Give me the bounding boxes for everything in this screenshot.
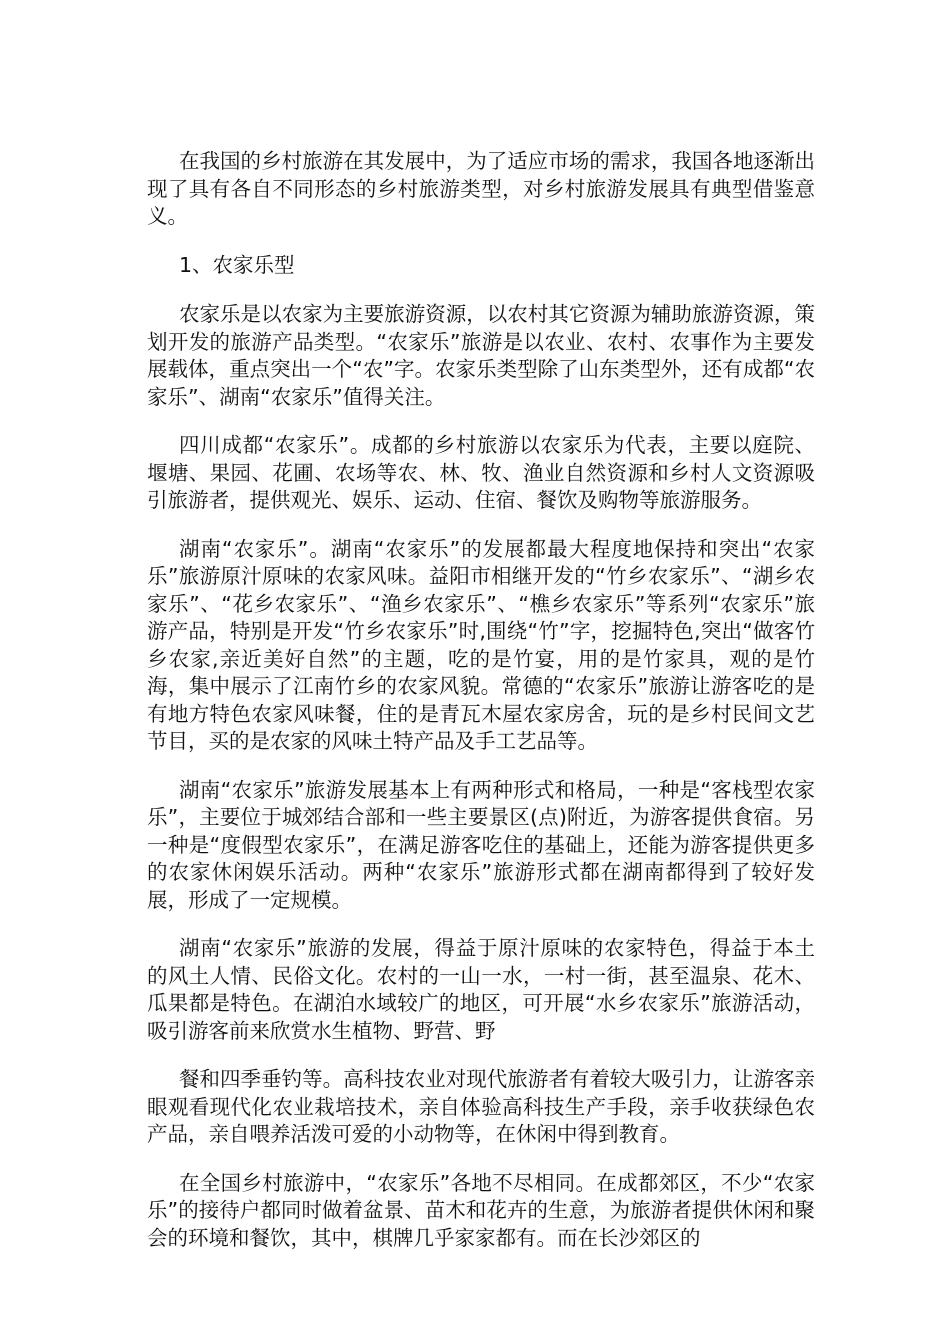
paragraph-nongjiale-definition: 农家乐是以农家为主要旅游资源，以农村其它资源为辅助旅游资源，策划开发的旅游产品类型。“农家乐”旅游是以农业、农村、农事作为主要发展载体，重点突出一个“农”字。农家乐类型除了山东类型外，还有成都“农家乐”、湖南“农家乐”值得关注。: [147, 302, 815, 409]
section-heading-nongjiale: 1、农家乐型: [179, 252, 295, 277]
paragraph-hunan-development: 湖南“农家乐”旅游的发展，得益于原汁原味的农家特色，得益于本土的风土人情、民俗文化。农村的一山一水，一村一街，甚至温泉、花木、瓜果都是特色。在湖泊水域较广的地区，可开展“水乡农家乐”旅游活动，吸引游客前来欣赏水生植物、野营、野: [147, 936, 815, 1043]
paragraph-hunan-forms: 湖南“农家乐”旅游发展基本上有两种形式和格局，一种是“客栈型农家乐”，主要位于城郊结合部和一些主要景区(点)附近，为游客提供食宿。另一种是“度假型农家乐”，在满足游客吃住的基础上，还能为游客提供更多的农家休闲娱乐活动。两种“农家乐”旅游形式都在湖南都得到了较好发展，形成了一定规模。: [147, 777, 815, 912]
document-body: [147, 148, 815, 1273]
paragraph-hunan: 湖南“农家乐”。湖南“农家乐”的发展都最大程度地保持和突出“农家乐”旅游原汁原味的农家风味。益阳市相继开发的“竹乡农家乐”、“湖乡农家乐”、“花乡农家乐”、“渔乡农家乐”、“樵乡农家乐”等系列“农家乐”旅游产品，特别是开发“竹乡农家乐”时,围绕“竹”字，挖掘特色,突出“做客竹乡农家,亲近美好自然”的主题，吃的是竹宴，用的是竹家具，观的是竹海，集中展示了江南竹乡的农家风貌。常德的“农家乐”旅游让游客吃的是有地方特色农家风味餐，住的是青瓦木屋农家房舍，玩的是乡村民间文艺节目，买的是农家的风味土特产品及手工艺品等。: [147, 536, 815, 753]
paragraph-hightech-agriculture: 餐和四季垂钓等。高科技农业对现代旅游者有着较大吸引力，让游客亲眼观看现代化农业栽培技术，亲自体验高科技生产手段，亲手收获绿色农产品，亲自喂养活泼可爱的小动物等，在休闲中得到教育。: [147, 1067, 815, 1146]
paragraph-chengdu: 四川成都“农家乐”。成都的乡村旅游以农家乐为代表，主要以庭院、堰塘、果园、花圃、农场等农、林、牧、渔业自然资源和乡村人文资源吸引旅游者，提供观光、娱乐、运动、住宿、餐饮及购物等旅游服务。: [147, 433, 815, 512]
paragraph-intro: 在我国的乡村旅游在其发展中，为了适应市场的需求，我国各地逐渐出现了具有各自不同形态的乡村旅游类型，对乡村旅游发展具有典型借鉴意义。: [147, 149, 815, 228]
paragraph-national-comparison: 在全国乡村旅游中，“农家乐”各地不尽相同。在成都郊区，不少“农家乐”的接待户都同时做着盆景、苗木和花卉的生意，为旅游者提供休闲和聚会的环境和餐饮，其中，棋牌几乎家家都有。而在长沙郊区的: [147, 1170, 815, 1250]
